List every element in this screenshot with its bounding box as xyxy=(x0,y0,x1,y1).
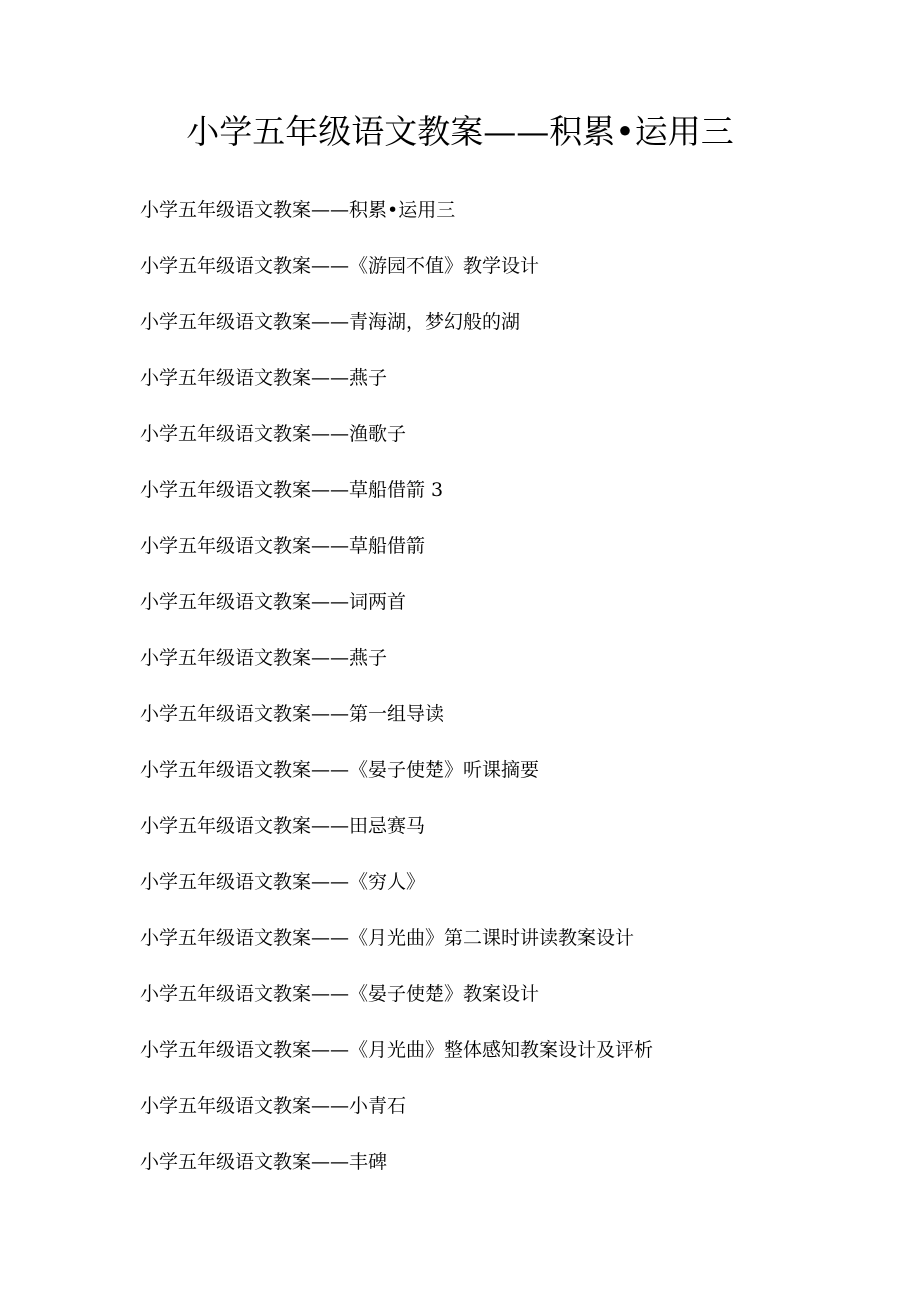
list-item: 小学五年级语文教案——青海湖，梦幻般的湖 xyxy=(140,311,521,333)
list-item: 小学五年级语文教案——第一组导读 xyxy=(140,703,445,725)
list-item: 小学五年级语文教案——《月光曲》整体感知教案设计及评析 xyxy=(140,1039,654,1061)
list-item: 小学五年级语文教案——小青石 xyxy=(140,1095,407,1117)
list-item: 小学五年级语文教案——《晏子使楚》听课摘要 xyxy=(140,759,540,781)
list-item: 小学五年级语文教案——田忌赛马 xyxy=(140,815,426,837)
list-item: 小学五年级语文教案——燕子 xyxy=(140,647,388,669)
list-item: 小学五年级语文教案——《晏子使楚》教案设计 xyxy=(140,983,540,1005)
list-item: 小学五年级语文教案——草船借箭 xyxy=(140,535,426,557)
list-item: 小学五年级语文教案——词两首 xyxy=(140,591,407,613)
list-item: 小学五年级语文教案——《游园不值》教学设计 xyxy=(140,255,540,277)
list-item: 小学五年级语文教案——渔歌子 xyxy=(140,423,407,445)
list-item: 小学五年级语文教案——《月光曲》第二课时讲读教案设计 xyxy=(140,927,635,949)
page-title: 小学五年级语文教案——积累•运用三 xyxy=(186,112,734,151)
list-item: 小学五年级语文教案——燕子 xyxy=(140,367,388,389)
list-item: 小学五年级语文教案——草船借箭 3 xyxy=(140,479,444,501)
list-item: 小学五年级语文教案——丰碑 xyxy=(140,1151,388,1173)
list-item: 小学五年级语文教案——积累•运用三 xyxy=(140,199,456,221)
entry-list xyxy=(140,190,860,1198)
list-item: 小学五年级语文教案——《穷人》 xyxy=(140,871,426,893)
